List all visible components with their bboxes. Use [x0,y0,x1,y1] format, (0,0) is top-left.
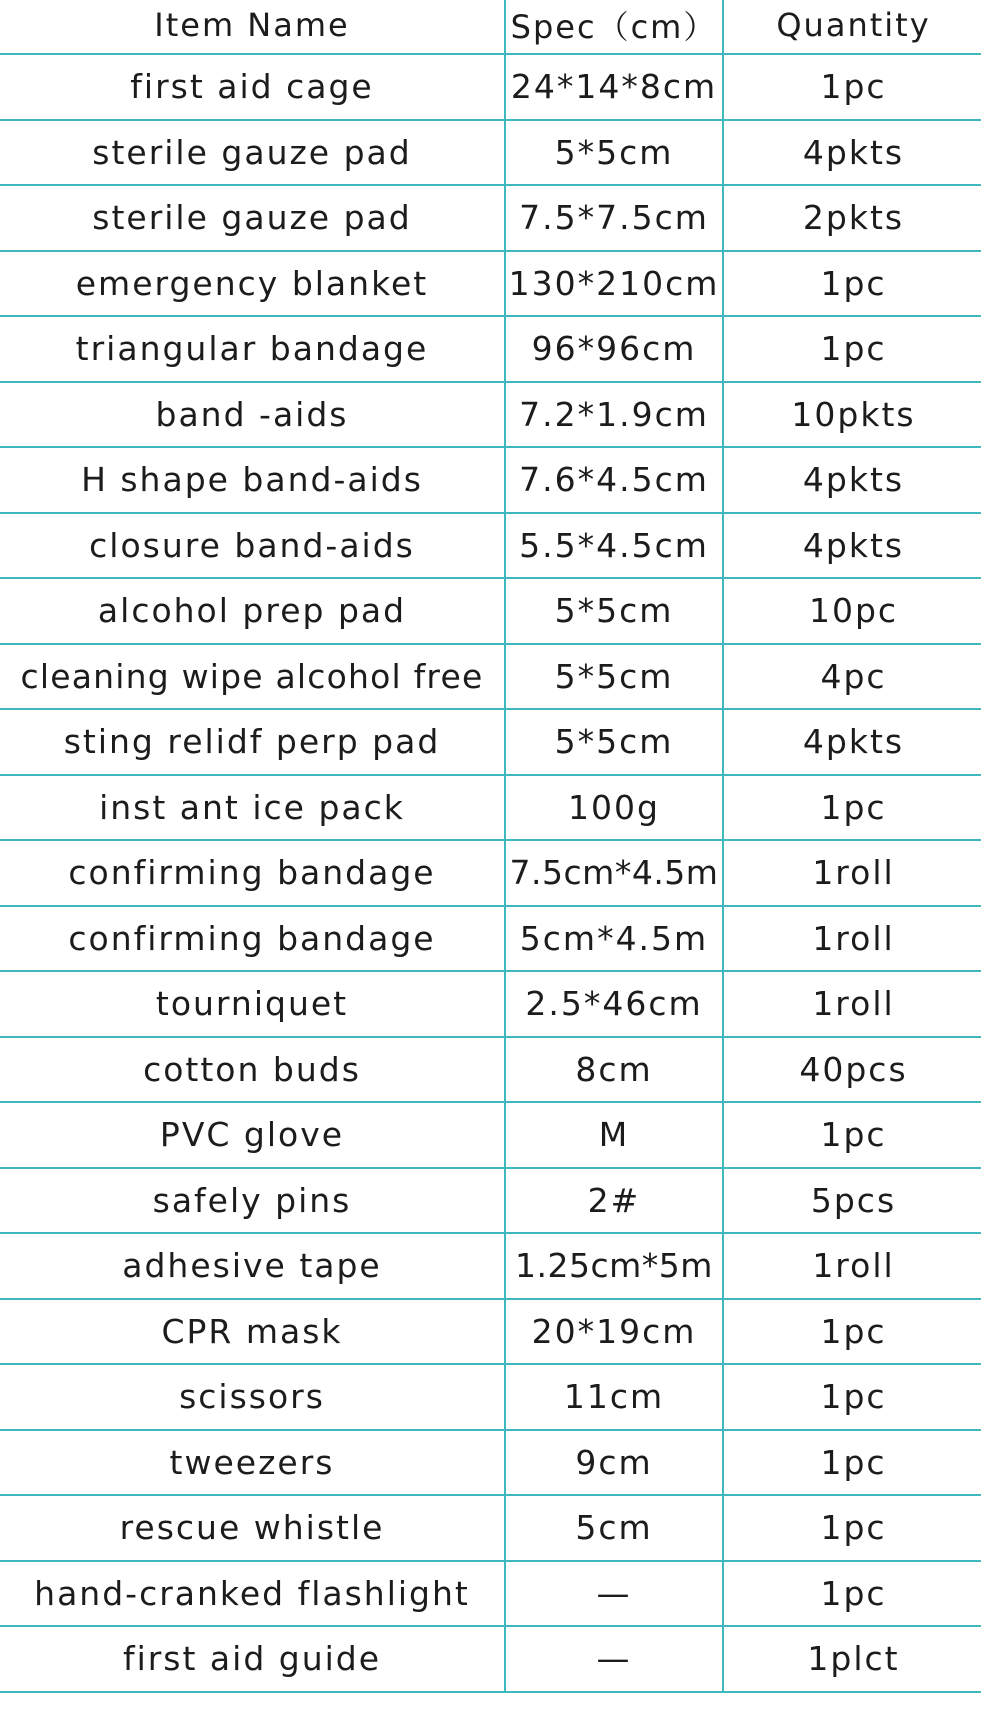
quantity-cell: 40pcs [723,1037,981,1103]
spec-cell: 9cm [505,1430,723,1496]
table-row [0,1102,981,1168]
spec-cell: 7.2*1.9cm [505,382,723,448]
quantity-cell: 4pkts [723,709,981,775]
item-name-cell: scissors [0,1364,505,1430]
spec-cell: — [505,1626,723,1692]
table-row [0,1037,981,1103]
item-name-cell: confirming bandage [0,906,505,972]
spec-cell: 7.5cm*4.5m [505,840,723,906]
spec-cell: 5*5cm [505,120,723,186]
item-name-cell: H shape band-aids [0,447,505,513]
spec-cell: 5*5cm [505,578,723,644]
item-name-cell: PVC glove [0,1102,505,1168]
item-name-cell: rescue whistle [0,1495,505,1561]
column-header-quantity: Quantity [723,0,981,54]
spec-cell: 7.5*7.5cm [505,185,723,251]
item-name-cell: inst ant ice pack [0,775,505,841]
item-name-cell: adhesive tape [0,1233,505,1299]
table-row [0,1495,981,1561]
item-name-cell: cotton buds [0,1037,505,1103]
quantity-cell: 1pc [723,251,981,317]
quantity-cell: 1pc [723,1299,981,1365]
quantity-cell: 4pkts [723,447,981,513]
item-name-cell: closure band-aids [0,513,505,579]
item-name-cell: alcohol prep pad [0,578,505,644]
table-row [0,120,981,186]
spec-cell: 5.5*4.5cm [505,513,723,579]
item-name-cell: tourniquet [0,971,505,1037]
table-row [0,578,981,644]
quantity-cell: 2pkts [723,185,981,251]
quantity-cell: 4pkts [723,120,981,186]
item-name-cell: triangular bandage [0,316,505,382]
item-name-cell: first aid guide [0,1626,505,1692]
table-row [0,775,981,841]
spec-cell: 7.6*4.5cm [505,447,723,513]
item-name-cell: sterile gauze pad [0,185,505,251]
table-row [0,447,981,513]
quantity-cell: 1roll [723,906,981,972]
spec-cell: 100g [505,775,723,841]
quantity-cell: 5pcs [723,1168,981,1234]
table-row [0,644,981,710]
spec-cell: 2.5*46cm [505,971,723,1037]
spec-cell: 5cm*4.5m [505,906,723,972]
table-row [0,1364,981,1430]
item-name-cell: confirming bandage [0,840,505,906]
table-row [0,840,981,906]
spec-cell: 24*14*8cm [505,54,723,120]
quantity-cell: 10pkts [723,382,981,448]
table-row [0,251,981,317]
quantity-cell: 1roll [723,1233,981,1299]
spec-cell: 11cm [505,1364,723,1430]
quantity-cell: 10pc [723,578,981,644]
quantity-cell: 4pkts [723,513,981,579]
spec-cell: 5*5cm [505,709,723,775]
spec-cell: 8cm [505,1037,723,1103]
item-name-cell: safely pins [0,1168,505,1234]
column-header-item-name: Item Name [0,0,505,54]
item-name-cell: tweezers [0,1430,505,1496]
quantity-cell: 1pc [723,1561,981,1627]
item-name-cell: first aid cage [0,54,505,120]
table-row [0,1168,981,1234]
table-row [0,1233,981,1299]
item-name-cell: band -aids [0,382,505,448]
table-row [0,971,981,1037]
quantity-cell: 1pc [723,1495,981,1561]
table-row [0,1299,981,1365]
table-row [0,382,981,448]
quantity-cell: 1pc [723,1102,981,1168]
table-row [0,316,981,382]
item-name-cell: sting relidf perp pad [0,709,505,775]
table-row [0,1626,981,1692]
spec-cell: 5*5cm [505,644,723,710]
spec-cell: 20*19cm [505,1299,723,1365]
quantity-cell: 1roll [723,840,981,906]
table-row [0,709,981,775]
quantity-cell: 1plct [723,1626,981,1692]
spec-cell: 130*210cm [505,251,723,317]
spec-cell: 1.25cm*5m [505,1233,723,1299]
spec-cell: 2# [505,1168,723,1234]
column-header-spec: Spec（cm） [505,0,723,54]
quantity-cell: 1pc [723,1364,981,1430]
table-row [0,185,981,251]
quantity-cell: 1pc [723,316,981,382]
table-row [0,54,981,120]
quantity-cell: 1pc [723,54,981,120]
table-row [0,513,981,579]
item-name-cell: cleaning wipe alcohol free [0,644,505,710]
quantity-cell: 1roll [723,971,981,1037]
quantity-cell: 1pc [723,775,981,841]
spec-cell: 96*96cm [505,316,723,382]
spec-cell: M [505,1102,723,1168]
item-name-cell: hand-cranked flashlight [0,1561,505,1627]
quantity-cell: 4pc [723,644,981,710]
spec-cell: — [505,1561,723,1627]
table-row [0,906,981,972]
table-row [0,1561,981,1627]
item-name-cell: CPR mask [0,1299,505,1365]
quantity-cell: 1pc [723,1430,981,1496]
item-name-cell: sterile gauze pad [0,120,505,186]
item-name-cell: emergency blanket [0,251,505,317]
spec-cell: 5cm [505,1495,723,1561]
header-row [0,0,981,54]
table-row [0,1430,981,1496]
